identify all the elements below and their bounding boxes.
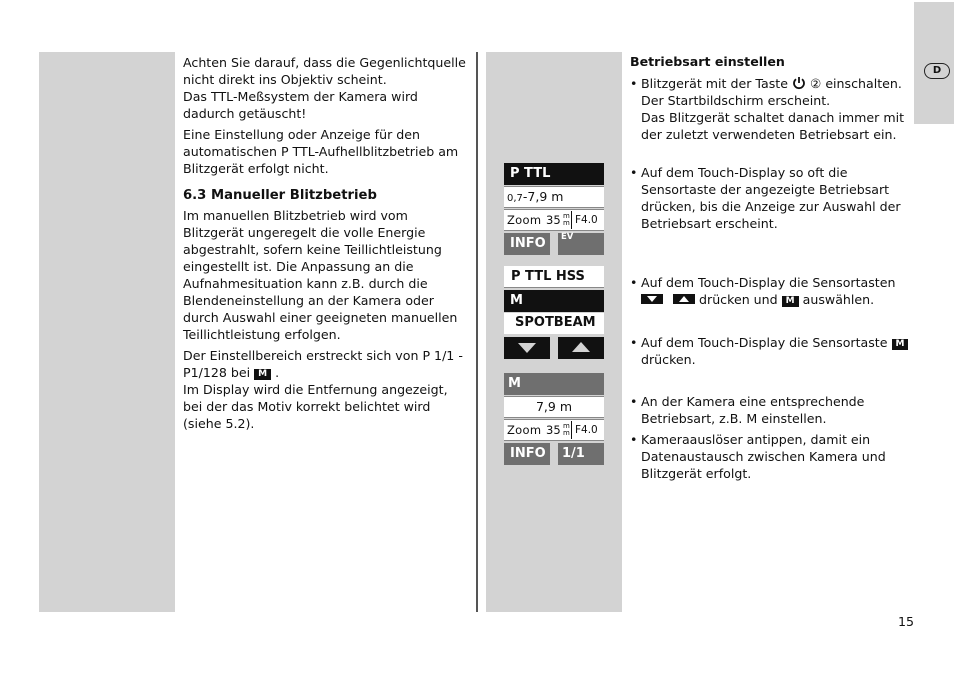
mode-bar-pttl: [504, 163, 604, 185]
zoom-row: [504, 419, 604, 441]
info-label: INFO: [510, 236, 546, 251]
distance-value: -7,9 m: [522, 189, 564, 204]
bullet: •: [630, 165, 638, 180]
instruction-text: Auf dem Touch-Display so oft die Sensortaste der angezeigte Betriebsart drücken, bis die Anzeige zur Auswahl der Betriebsart erscheint.: [641, 165, 901, 231]
instruction-text: Das Blitzgerät schaltet danach immer mit der zuletzt verwendeten Betriebsart ein.: [641, 110, 905, 142]
zoom-value: 35: [546, 213, 561, 227]
aperture-value: F4.0: [575, 214, 598, 226]
instruction-item: [630, 431, 898, 482]
instruction-text: einschalten.: [825, 76, 902, 91]
arrow-down-button[interactable]: [504, 337, 550, 359]
paragraph: Im Display wird die Entfernung angezeigt, bei der das Motiv korrekt belichtet wird (siehe 5.2).: [183, 382, 448, 431]
m-mode-badge: M: [892, 339, 909, 350]
zoom-value: 35: [546, 423, 561, 437]
instruction-text: Auf dem Touch-Display die Sensortaste: [641, 335, 888, 350]
instruction-text: Der Startbildschirm erscheint.: [641, 93, 831, 108]
zoom-label: Zoom: [507, 423, 542, 437]
bullet: •: [630, 275, 638, 290]
instruction-text: auswählen.: [802, 292, 875, 307]
zoom-row: [504, 209, 604, 231]
paragraph: Im manuellen Blitzbetrieb wird vom Blitzgerät ungeregelt die volle Energie abgestrahlt, sofern keine Teillichtleistung eingestellt ist. Die Anpassung an die Aufnahmesituation kann z.B. durch die Blendeneinstellung an der Kamera oder durch Auswahl einer geeigneten manuellen Teillichtleistung erfolgen.: [183, 208, 458, 342]
menu-item-label: SPOTBEAM: [515, 315, 596, 330]
mode-label: M: [508, 376, 521, 391]
range-end: .: [275, 365, 280, 380]
instruction-text: drücken.: [641, 352, 696, 367]
arrow-up-icon: [673, 294, 695, 304]
left-text-column: [183, 54, 467, 436]
page-number: 15: [898, 614, 915, 629]
range-text: Der Einstellbereich erstreckt sich von P 1/1 - P1/128 bei: [183, 348, 463, 380]
arrow-up-button[interactable]: [558, 337, 604, 359]
left-margin-panel: [39, 52, 175, 612]
menu-item-pttl-hss[interactable]: [504, 266, 604, 288]
instruction-text: Kameraauslöser antippen, damit ein Datenaustausch zwischen Kamera und Blitzgerät erfolgt.: [641, 432, 886, 481]
bullet: •: [630, 335, 638, 350]
ev-label: EV: [561, 232, 574, 242]
instruction-item: [630, 164, 906, 232]
paragraph: Eine Einstellung oder Anzeige für den automatischen P TTL-Aufhellblitzbetrieb am Blitzgerät erfolgt nicht.: [183, 127, 459, 176]
ratio-label: 1/1: [562, 446, 585, 461]
bullet: •: [630, 432, 638, 447]
instruction-item: [630, 274, 910, 308]
arrow-down-icon: [518, 343, 536, 353]
ev-button[interactable]: [558, 233, 604, 255]
distance-row: [504, 186, 604, 208]
info-button[interactable]: [504, 233, 550, 255]
mode-bar-m: [504, 373, 604, 395]
instruction-item: [630, 393, 898, 427]
bullet: •: [630, 76, 638, 91]
instruction-item: [630, 75, 910, 143]
menu-item-spotbeam[interactable]: [504, 313, 604, 334]
menu-item-label: M: [510, 293, 523, 308]
power-icon: [792, 76, 806, 90]
instruction-text: An der Kamera eine entsprechende Betriebsart, z.B. M einstellen.: [641, 394, 865, 426]
distance-row: [504, 396, 604, 418]
info-label: INFO: [510, 446, 546, 461]
m-mode-badge: M: [254, 369, 271, 380]
instruction-text: Blitzgerät mit der Taste: [641, 76, 788, 91]
menu-item-m[interactable]: [504, 290, 604, 312]
key-number: ②: [810, 76, 822, 91]
section-heading: Betriebsart einstellen: [630, 54, 785, 69]
zoom-label: Zoom: [507, 213, 542, 227]
zoom-unit: m m: [563, 422, 570, 437]
distance-value: 7,9 m: [535, 399, 573, 414]
instruction-text: Auf dem Touch-Display die Sensortasten: [641, 275, 896, 290]
aperture-value: F4.0: [575, 424, 598, 436]
instruction-item: [630, 334, 915, 368]
zoom-unit: m m: [563, 212, 570, 227]
paragraph: Das TTL-Meßsystem der Kamera wird dadurch getäuscht!: [183, 89, 418, 121]
column-divider: [476, 52, 478, 612]
m-mode-badge: M: [782, 296, 799, 307]
arrow-up-icon: [572, 342, 590, 352]
language-badge: D: [924, 63, 950, 79]
arrow-down-icon: [641, 294, 663, 304]
mode-label: P TTL: [510, 166, 551, 181]
ratio-button[interactable]: [558, 443, 604, 465]
menu-item-label: P TTL HSS: [511, 269, 585, 284]
ev-value: 0,7: [507, 193, 523, 204]
paragraph: Achten Sie darauf, dass die Gegenlichtquelle nicht direkt ins Objektiv scheint.: [183, 55, 466, 87]
info-button[interactable]: [504, 443, 550, 465]
section-heading: 6.3 Manueller Blitzbetrieb: [183, 188, 377, 203]
paragraph-range: [183, 347, 467, 381]
instruction-text: drücken und: [699, 292, 778, 307]
bullet: •: [630, 394, 638, 409]
